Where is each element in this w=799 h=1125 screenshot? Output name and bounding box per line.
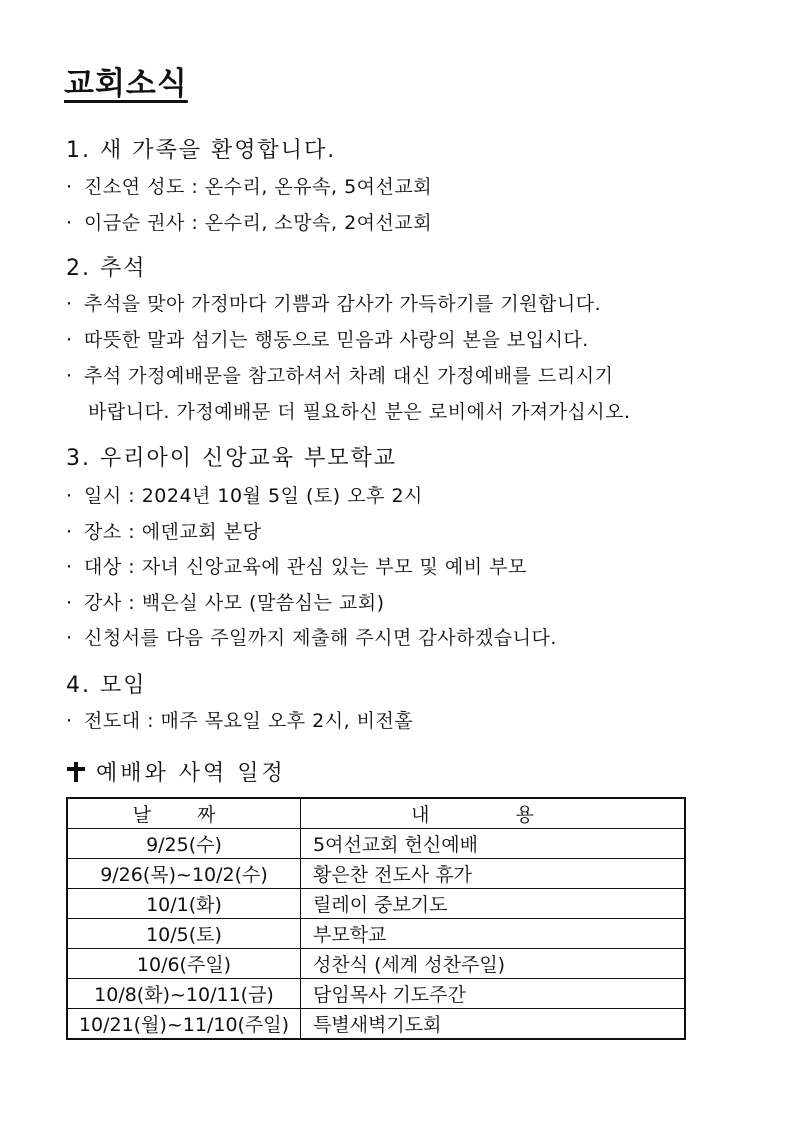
table-row xyxy=(67,829,685,859)
section-heading-new-family: 1. 새 가족을 환영합니다. xyxy=(66,138,337,163)
schedule-date: 10/6(주일) xyxy=(67,949,301,979)
list-item: · 대상 : 자녀 신앙교육에 관심 있는 부모 및 예비 부모 xyxy=(66,556,527,578)
list-item-continuation: 바랍니다. 가정예배문 더 필요하신 분은 로비에서 가져가십시오. xyxy=(88,401,631,423)
list-item: · 전도대 : 매주 목요일 오후 2시, 비전홀 xyxy=(66,710,414,732)
schedule-heading: 예배와 사역 일정 xyxy=(66,756,286,787)
schedule-content: 5여선교회 헌신예배 xyxy=(301,829,686,859)
table-row xyxy=(67,979,685,1009)
list-item: · 신청서를 다음 주일까지 제출해 주시면 감사하겠습니다. xyxy=(66,627,557,649)
table-row xyxy=(67,889,685,919)
schedule-content: 특별새벽기도회 xyxy=(301,1009,686,1040)
schedule-date: 10/21(월)~11/10(주일) xyxy=(67,1009,301,1040)
list-item: · 장소 : 에덴교회 본당 xyxy=(66,521,262,543)
table-row xyxy=(67,949,685,979)
schedule-date: 9/25(수) xyxy=(67,829,301,859)
list-item: · 추석 가정예배문을 참고하셔서 차례 대신 가정예배를 드리시기 xyxy=(66,365,614,387)
list-item: · 이금순 권사 : 온수리, 소망속, 2여선교회 xyxy=(66,212,433,234)
schedule-date: 10/8(화)~10/11(금) xyxy=(67,979,301,1009)
table-header-row xyxy=(67,798,685,829)
schedule-content: 릴레이 중보기도 xyxy=(301,889,686,919)
section-heading-chuseok: 2. 추석 xyxy=(66,256,147,281)
list-item: · 따뜻한 말과 섬기는 행동으로 믿음과 사랑의 본을 보입시다. xyxy=(66,329,589,351)
section-heading-meetings: 4. 모임 xyxy=(66,673,147,698)
list-item: · 강사 : 백은실 사모 (말씀심는 교회) xyxy=(66,592,385,614)
schedule-table xyxy=(66,797,686,1040)
schedule-content: 성찬식 (세계 성찬주일) xyxy=(301,949,686,979)
list-item: · 추석을 맞아 가정마다 기쁨과 감사가 가득하기를 기원합니다. xyxy=(66,293,602,315)
schedule-content: 부모학교 xyxy=(301,919,686,949)
table-row xyxy=(67,919,685,949)
schedule-date: 10/1(화) xyxy=(67,889,301,919)
schedule-content: 담임목사 기도주간 xyxy=(301,979,686,1009)
list-item: · 진소연 성도 : 온수리, 온유속, 5여선교회 xyxy=(66,176,433,198)
column-header-date: 날 짜 xyxy=(67,798,301,829)
table-row xyxy=(67,1009,685,1040)
cross-icon xyxy=(66,761,86,783)
column-header-content: 내 용 xyxy=(301,798,686,829)
schedule-date: 10/5(토) xyxy=(67,919,301,949)
section-heading-parent-school: 3. 우리아이 신앙교육 부모학교 xyxy=(66,446,397,471)
page-title: 교회소식 xyxy=(64,66,188,102)
list-item: · 일시 : 2024년 10월 5일 (토) 오후 2시 xyxy=(66,485,423,507)
table-row xyxy=(67,859,685,889)
schedule-date: 9/26(목)~10/2(수) xyxy=(67,859,301,889)
schedule-content: 황은찬 전도사 휴가 xyxy=(301,859,686,889)
